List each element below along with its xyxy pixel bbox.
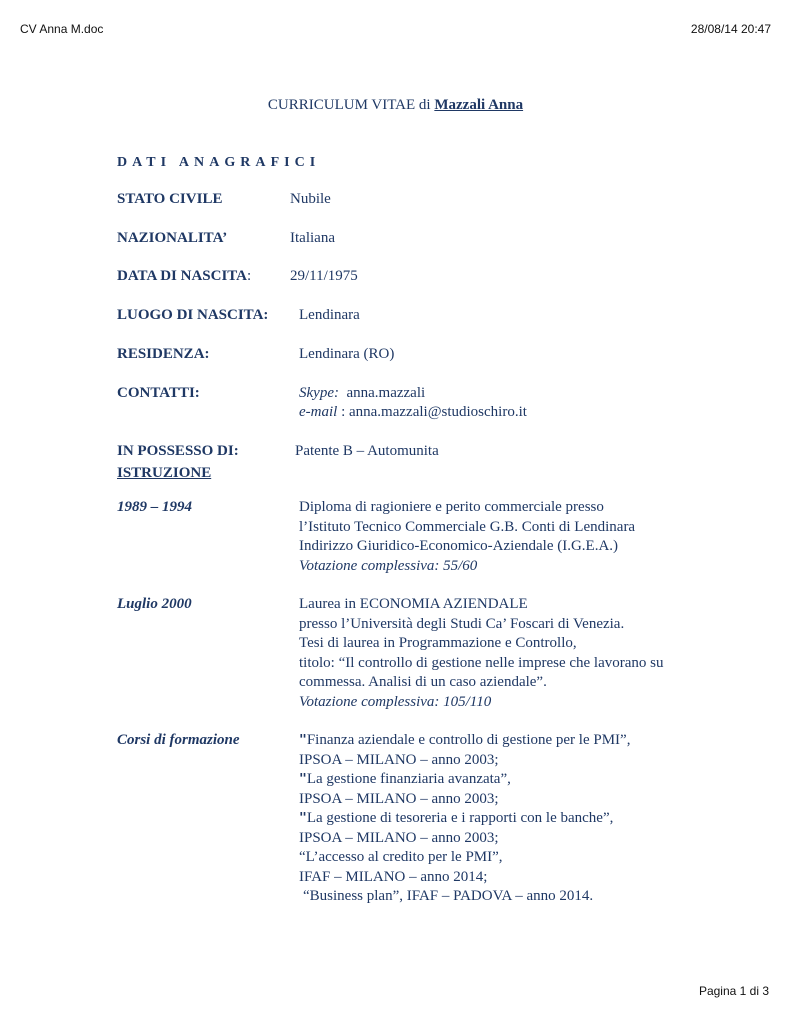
section-istruzione: ISTRUZIONE bbox=[117, 465, 212, 481]
period-laurea: Luglio 2000 bbox=[117, 596, 192, 612]
contact-email: e-mail : anna.mazzali@studioschiro.it bbox=[299, 404, 527, 420]
label-data-nascita: DATA DI NASCITA: bbox=[117, 268, 252, 284]
corsi-list bbox=[299, 731, 630, 907]
value-luogo-nascita: Lendinara bbox=[299, 307, 360, 323]
diploma-details: Diploma di ragioniere e perito commerciale presso l’Istituto Tecnico Commerciale G.B. Conti di Lendinara Indirizzo Giuridico-Economico-Aziendale (I.G.E.A.) Votazione complessiva: 55/60 bbox=[299, 498, 635, 576]
label-corsi-formazione: Corsi di formazione bbox=[117, 732, 240, 748]
label-nazionalita: NAZIONALITA’ bbox=[117, 230, 228, 246]
corso-3-org: IPSOA – MILANO – anno 2003; bbox=[299, 829, 499, 846]
period-diploma: 1989 – 1994 bbox=[117, 499, 192, 515]
value-data-nascita: 29/11/1975 bbox=[290, 268, 358, 284]
value-in-possesso-di: Patente B – Automunita bbox=[295, 443, 439, 459]
value-stato-civile: Nubile bbox=[290, 191, 331, 207]
label-contatti: CONTATTI: bbox=[117, 385, 200, 401]
document-name: CV Anna M.doc bbox=[20, 22, 104, 36]
corso-5: “Business plan”, IFAF – PADOVA – anno 2014. bbox=[303, 888, 594, 904]
label-luogo-nascita: LUOGO DI NASCITA: bbox=[117, 307, 269, 323]
corso-1-org: IPSOA – MILANO – anno 2003; bbox=[299, 751, 499, 768]
label-in-possesso-di: IN POSSESSO DI: bbox=[117, 443, 239, 459]
title-prefix: CURRICULUM VITAE di bbox=[267, 97, 435, 113]
page-title bbox=[0, 97, 791, 114]
value-residenza: Lendinara (RO) bbox=[299, 346, 395, 362]
label-residenza: RESIDENZA: bbox=[117, 346, 210, 362]
corso-1-title: "Finanza aziendale e controllo di gestione per le PMI”, bbox=[299, 732, 631, 748]
corso-3-title: "La gestione di tesoreria e i rapporti con le banche”, bbox=[299, 810, 614, 826]
diploma-grade: Votazione complessiva: 55/60 bbox=[299, 557, 478, 574]
laurea-details: Laurea in ECONOMIA AZIENDALE presso l’Università degli Studi Ca’ Foscari di Venezia. Tesi di laurea in Programmazione e Controllo, titolo: “Il controllo di gestione nelle imprese che lavorano su commessa. Analisi di un caso aziendale”. Votazione complessiva: 105/110 bbox=[299, 595, 663, 712]
value-nazionalita: Italiana bbox=[290, 230, 335, 246]
corso-2-org: IPSOA – MILANO – anno 2003; bbox=[299, 790, 499, 807]
label-stato-civile: STATO CIVILE bbox=[117, 191, 223, 207]
title-name: Mazzali Anna bbox=[434, 97, 524, 113]
corso-2-title: "La gestione finanziaria avanzata”, bbox=[299, 771, 511, 787]
laurea-grade: Votazione complessiva: 105/110 bbox=[299, 693, 492, 710]
page-number: Pagina 1 di 3 bbox=[698, 984, 769, 998]
corso-4-title: “L’accesso al credito per le PMI”, bbox=[299, 849, 503, 865]
contact-skype: Skype: anna.mazzali bbox=[299, 385, 426, 401]
corso-4-org: IFAF – MILANO – anno 2014; bbox=[299, 868, 488, 885]
section-dati-anagrafici: DATI ANAGRAFICI bbox=[117, 155, 321, 170]
print-datetime: 28/08/14 20:47 bbox=[690, 22, 771, 36]
